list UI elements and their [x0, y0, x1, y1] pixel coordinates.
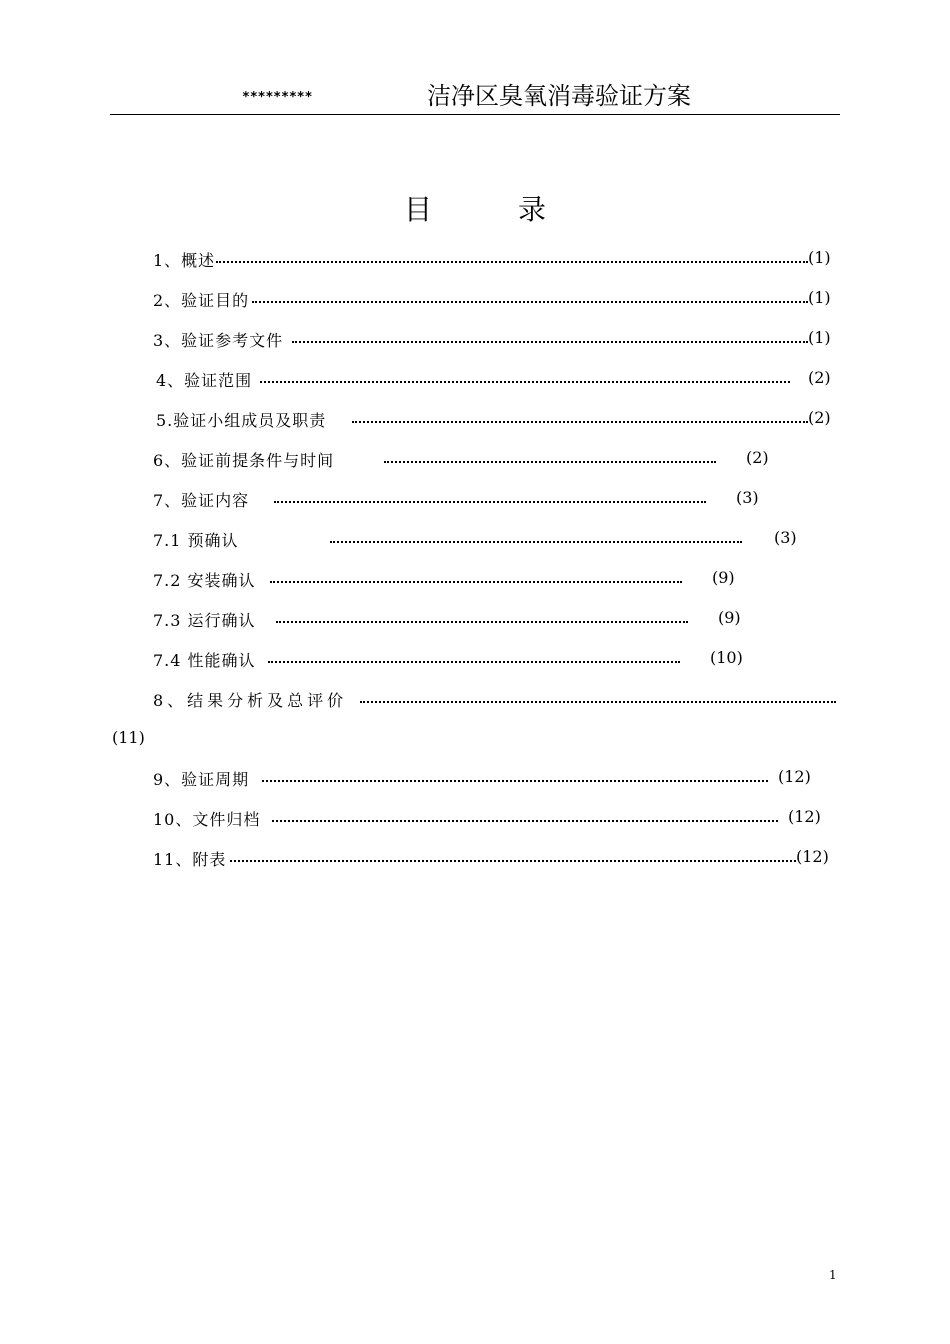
toc-leader-dots	[274, 501, 706, 503]
toc-item-label: 5.验证小组成员及职责	[156, 411, 327, 430]
toc-item-label: 7.4 性能确认	[153, 651, 256, 670]
toc-item-page: (12)	[778, 767, 811, 786]
toc-item[interactable]	[0, 807, 950, 831]
header-divider	[110, 114, 840, 115]
toc-item-label: 7.1 预确认	[153, 531, 239, 550]
toc-item-label: 6、验证前提条件与时间	[153, 451, 335, 470]
toc-item[interactable]	[0, 528, 950, 552]
toc-item-label: 8、结果分析及总评价	[153, 691, 348, 710]
toc-leader-dots	[384, 461, 716, 463]
toc-item[interactable]	[0, 288, 950, 312]
toc-item-label: 7、验证内容	[153, 491, 250, 510]
toc-item[interactable]	[0, 767, 950, 791]
toc-item-page: (1)	[808, 328, 831, 347]
toc-item-label: 4、验证范围	[156, 371, 253, 390]
toc-leader-dots	[230, 860, 796, 862]
toc-item[interactable]	[0, 568, 950, 592]
toc-item-label: 11、附表	[153, 850, 227, 869]
toc-item-page: (9)	[718, 608, 741, 627]
toc-item-page: (12)	[788, 807, 821, 826]
toc-heading-char-2: 录	[518, 193, 547, 226]
toc-item-page: (12)	[796, 847, 829, 866]
toc-leader-dots	[352, 421, 808, 423]
toc-item[interactable]	[0, 688, 950, 752]
toc-item-page: (3)	[736, 488, 759, 507]
toc-leader-dots	[330, 541, 742, 543]
toc-item[interactable]	[0, 448, 950, 472]
toc-item-label: 10、文件归档	[153, 810, 261, 829]
toc-item[interactable]	[0, 248, 950, 272]
toc-item[interactable]	[0, 648, 950, 672]
toc-item-label: 7.3 运行确认	[153, 611, 256, 630]
toc-item[interactable]	[0, 408, 950, 432]
toc-item-page: (10)	[710, 648, 743, 667]
toc-item[interactable]	[0, 368, 950, 392]
header-mark: *********	[242, 90, 313, 105]
toc-item-page: (1)	[808, 288, 831, 307]
toc-leader-dots	[292, 341, 808, 343]
toc-item-label: 2、验证目的	[153, 291, 250, 310]
toc-leader-dots	[268, 661, 680, 663]
toc-heading	[0, 188, 950, 228]
toc-item-page: (11)	[112, 728, 145, 747]
toc-item-page: (2)	[746, 448, 769, 467]
toc-leader-dots	[272, 820, 778, 822]
toc-heading-char-1: 目	[403, 193, 432, 226]
toc-leader-dots	[270, 581, 682, 583]
toc-item-label: 3、验证参考文件	[153, 331, 284, 350]
toc-item-page: (9)	[712, 568, 735, 587]
toc-leader-dots	[276, 621, 688, 623]
toc-leader-dots	[262, 780, 768, 782]
toc-item-label: 9、验证周期	[153, 770, 250, 789]
toc-item[interactable]	[0, 608, 950, 632]
toc-item-label: 7.2 安装确认	[153, 571, 256, 590]
toc-item[interactable]	[0, 488, 950, 512]
page-number: 1	[829, 1268, 837, 1282]
toc-item-page: (2)	[808, 368, 831, 387]
toc-item[interactable]	[0, 847, 950, 871]
toc-leader-dots	[216, 261, 808, 263]
toc-leader-dots	[252, 301, 808, 303]
toc-item[interactable]	[0, 328, 950, 352]
toc-item-page: (1)	[808, 248, 831, 267]
toc-item-label: 1、概述	[153, 251, 216, 270]
document-title: 洁净区臭氧消毒验证方案	[427, 82, 691, 110]
toc-item-page: (2)	[808, 408, 831, 427]
toc-leader-dots	[360, 701, 836, 703]
toc-leader-dots	[260, 381, 790, 383]
toc-item-page: (3)	[774, 528, 797, 547]
